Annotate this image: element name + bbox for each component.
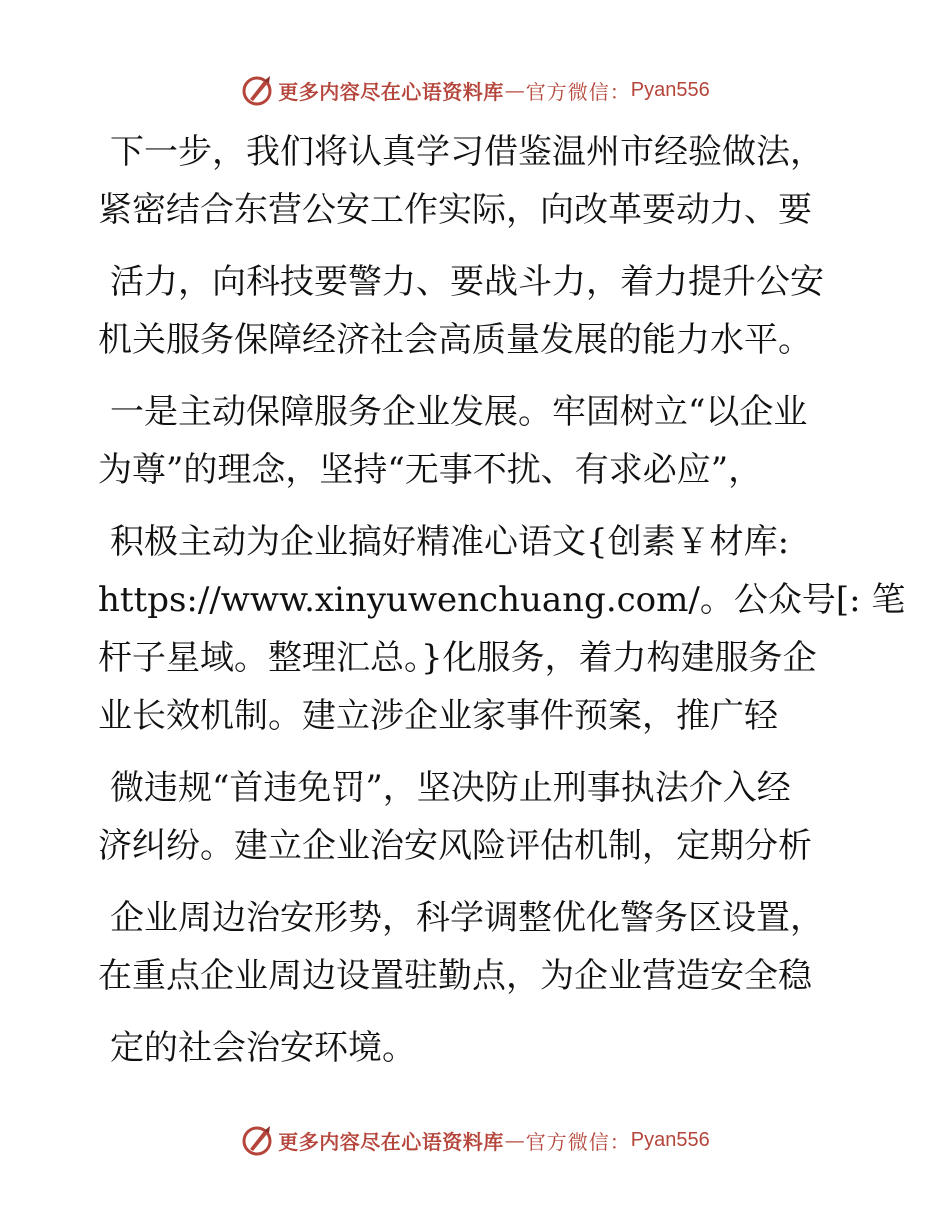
quill-logo-icon: [240, 1123, 274, 1157]
body-line: 济纠纷。建立企业治安风险评估机制，定期分析: [98, 826, 812, 866]
body-paragraphs: [98, 123, 906, 1077]
body-line: 活力，向科技要警力、要战斗力，着力提升公安: [110, 262, 824, 302]
footer-banner-sub-text: 官方微信：: [525, 1129, 631, 1154]
quill-logo-icon: [240, 73, 274, 107]
body-line: 下一步，我们将认真学习借鉴温州市经验做法，: [110, 132, 824, 172]
header-watermark-banner: [0, 70, 950, 110]
header-banner-account-id: Pyan556: [630, 78, 710, 101]
body-line: 企业周边治安形势，科学调整优化警务区设置，: [110, 898, 824, 938]
header-banner-sub-text: 官方微信：: [525, 79, 631, 104]
body-line: 定的社会治安环境。: [110, 1028, 416, 1068]
footer-banner-main-text: 更多内容尽在心语资料库: [278, 1129, 504, 1154]
body-line: 杆子星域。整理汇总。}化服务，着力构建服务企: [98, 638, 817, 678]
header-banner-dash: —: [504, 78, 525, 102]
body-line: 一是主动保障服务企业发展。牢固树立“以企业: [110, 392, 808, 432]
body-line: 积极主动为企业搞好精准心语文{创素￥材库:: [110, 522, 790, 562]
body-line: 为尊”的理念，坚持“无事不扰、有求必应”，: [98, 450, 763, 490]
body-line: 机关服务保障经济社会高质量发展的能力水平。: [98, 320, 812, 360]
footer-watermark-banner: [0, 1120, 950, 1160]
footer-banner-account-id: Pyan556: [630, 1128, 710, 1151]
body-line: 业长效机制。建立涉企业家事件预案，推广轻: [98, 696, 778, 736]
body-line: 紧密结合东营公安工作实际，向改革要动力、要: [98, 190, 812, 230]
footer-banner-dash: —: [504, 1128, 525, 1152]
body-line: https://www.xinyuwenchuang.com/。公众号[: 笔: [98, 580, 906, 620]
header-banner-main-text: 更多内容尽在心语资料库: [278, 79, 504, 104]
body-line: 在重点企业周边设置驻勤点，为企业营造安全稳: [98, 956, 812, 996]
body-line: 微违规“首违免罚”，坚决防止刑事执法介入经: [110, 768, 791, 808]
